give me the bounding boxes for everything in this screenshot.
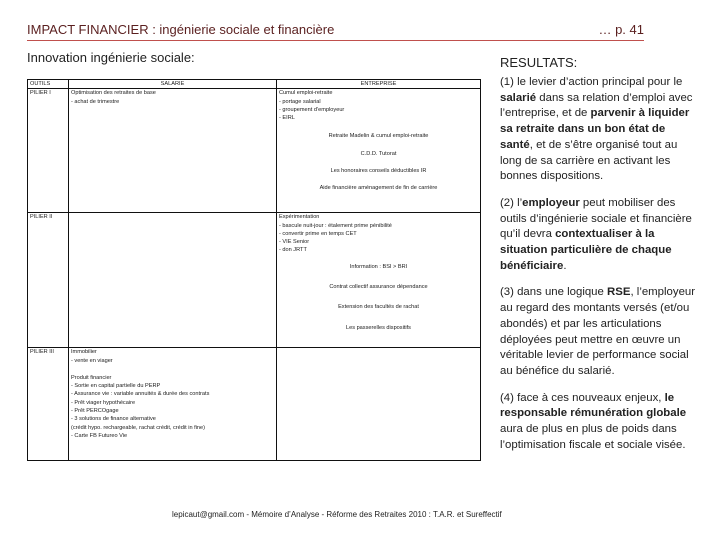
pillar-2-salarie-cell	[69, 213, 277, 348]
pillar-3-label: PILIER III	[28, 348, 69, 461]
cell-line: - 3 solutions de finance alternative	[71, 416, 156, 423]
cell-line: Optimisation des retraites de base	[71, 90, 156, 97]
column-header-entreprise: ENTREPRISE	[277, 80, 481, 89]
tools-table	[27, 79, 481, 461]
cell-line: - convertir prime en temps CET	[279, 230, 357, 237]
cell-line: Aide financière aménagement de fin de carrière	[319, 185, 438, 192]
cell-line: - portage salarial	[279, 98, 321, 105]
pillar-1-label: PILIER I	[28, 89, 69, 213]
cell-line: - Prêt PERCOgage	[71, 408, 119, 415]
cell-line: - Assurance vie : variable annuités & durée des contrats	[71, 391, 210, 398]
cell-line: (crédit hypo. rechargeable, rachat crédit, crédit in fine)	[71, 424, 206, 431]
result-4: (4) face à ces nouveaux enjeux, le responsable rémunération globale aura de plus en plus de poids dans l’optimisation fiscale et sociale visée.	[500, 391, 687, 451]
cell-line: Les passerelles dispositifs	[346, 324, 411, 331]
result-1: (1) le levier d’action principal pour le salarié dans sa relation d’emploi avec l’entreprise, et de parvenir à liquider sa retraite dans un bon état de santé, et de s’être organisé tout au long de sa carrière en activant les bonnes dispositions.	[500, 76, 693, 183]
pillar-3-salarie-cell	[69, 348, 277, 461]
footer: lepicaut@gmail.com - Mémoire d’Analyse - Réforme des Retraites 2010 : T.A.R. et Sureffectif	[172, 510, 502, 519]
column-header-salarie: SALARIE	[69, 80, 277, 89]
cell-line: - don JRTT	[279, 247, 307, 254]
cell-line: - Prêt viager hypothécaire	[71, 399, 136, 406]
cell-line: Produit financier	[71, 374, 112, 381]
cell-line: - vente en viager	[71, 357, 113, 364]
cell-line: C.D.D. Tutorat	[360, 150, 397, 157]
cell-line: Extension des facultés de rachat	[338, 304, 419, 311]
cell-line: - groupement d’employeur	[279, 106, 345, 113]
cell-line: - bascule nuit-jour : étalement prime pénibilité	[279, 222, 392, 229]
cell-line: Expérimentation	[279, 214, 320, 221]
cell-line: Les honoraires conseils déductibles IR	[330, 168, 427, 175]
result-2: (2) l’employeur peut mobiliser des outils d’ingénierie sociale et financière qu’il devra contextualiser à la situation particulière de chaque bénéficiaire.	[500, 196, 692, 272]
cell-line: - Sortie en capital partielle du PERP	[71, 383, 161, 390]
cell-line: - achat de trimestre	[71, 98, 120, 105]
cell-line: Contrat collectif assurance dépendance	[329, 284, 428, 291]
pillar-3-entreprise-cell	[277, 348, 481, 461]
document-title: IMPACT FINANCIER : ingénierie sociale et financière	[27, 22, 335, 37]
page-number: … p. 41	[598, 22, 644, 37]
cell-line: Cumul emploi-retraite	[279, 90, 333, 97]
pillar-2-entreprise-cell	[277, 213, 481, 348]
pillar-1-salarie-cell	[69, 89, 277, 213]
header-divider	[27, 40, 644, 41]
cell-line: Information : BSI > BRI	[349, 263, 408, 270]
results-panel	[500, 75, 700, 464]
section-subtitle: Innovation ingénierie sociale:	[27, 50, 195, 65]
result-3: (3) dans une logique RSE, l’employeur au regard des montants versés (et/ou abondés) et par les articulations déployées peut mettre en œuvre un véritable levier de performance social au bénéfice du salarié.	[500, 286, 696, 377]
cell-line: - Carte FB Futureo Vie	[71, 432, 128, 439]
cell-line: Immobilier	[71, 349, 97, 356]
column-header-outils: OUTILS	[28, 80, 69, 89]
pillar-1-entreprise-cell	[277, 89, 481, 213]
cell-line: Retraite Madelin & cumul emploi-retraite	[328, 133, 429, 140]
results-title: RESULTATS:	[500, 55, 578, 70]
cell-line: - VIE Senior	[279, 239, 310, 246]
cell-line: - EIRL	[279, 115, 295, 122]
pillar-2-label: PILIER II	[28, 213, 69, 348]
